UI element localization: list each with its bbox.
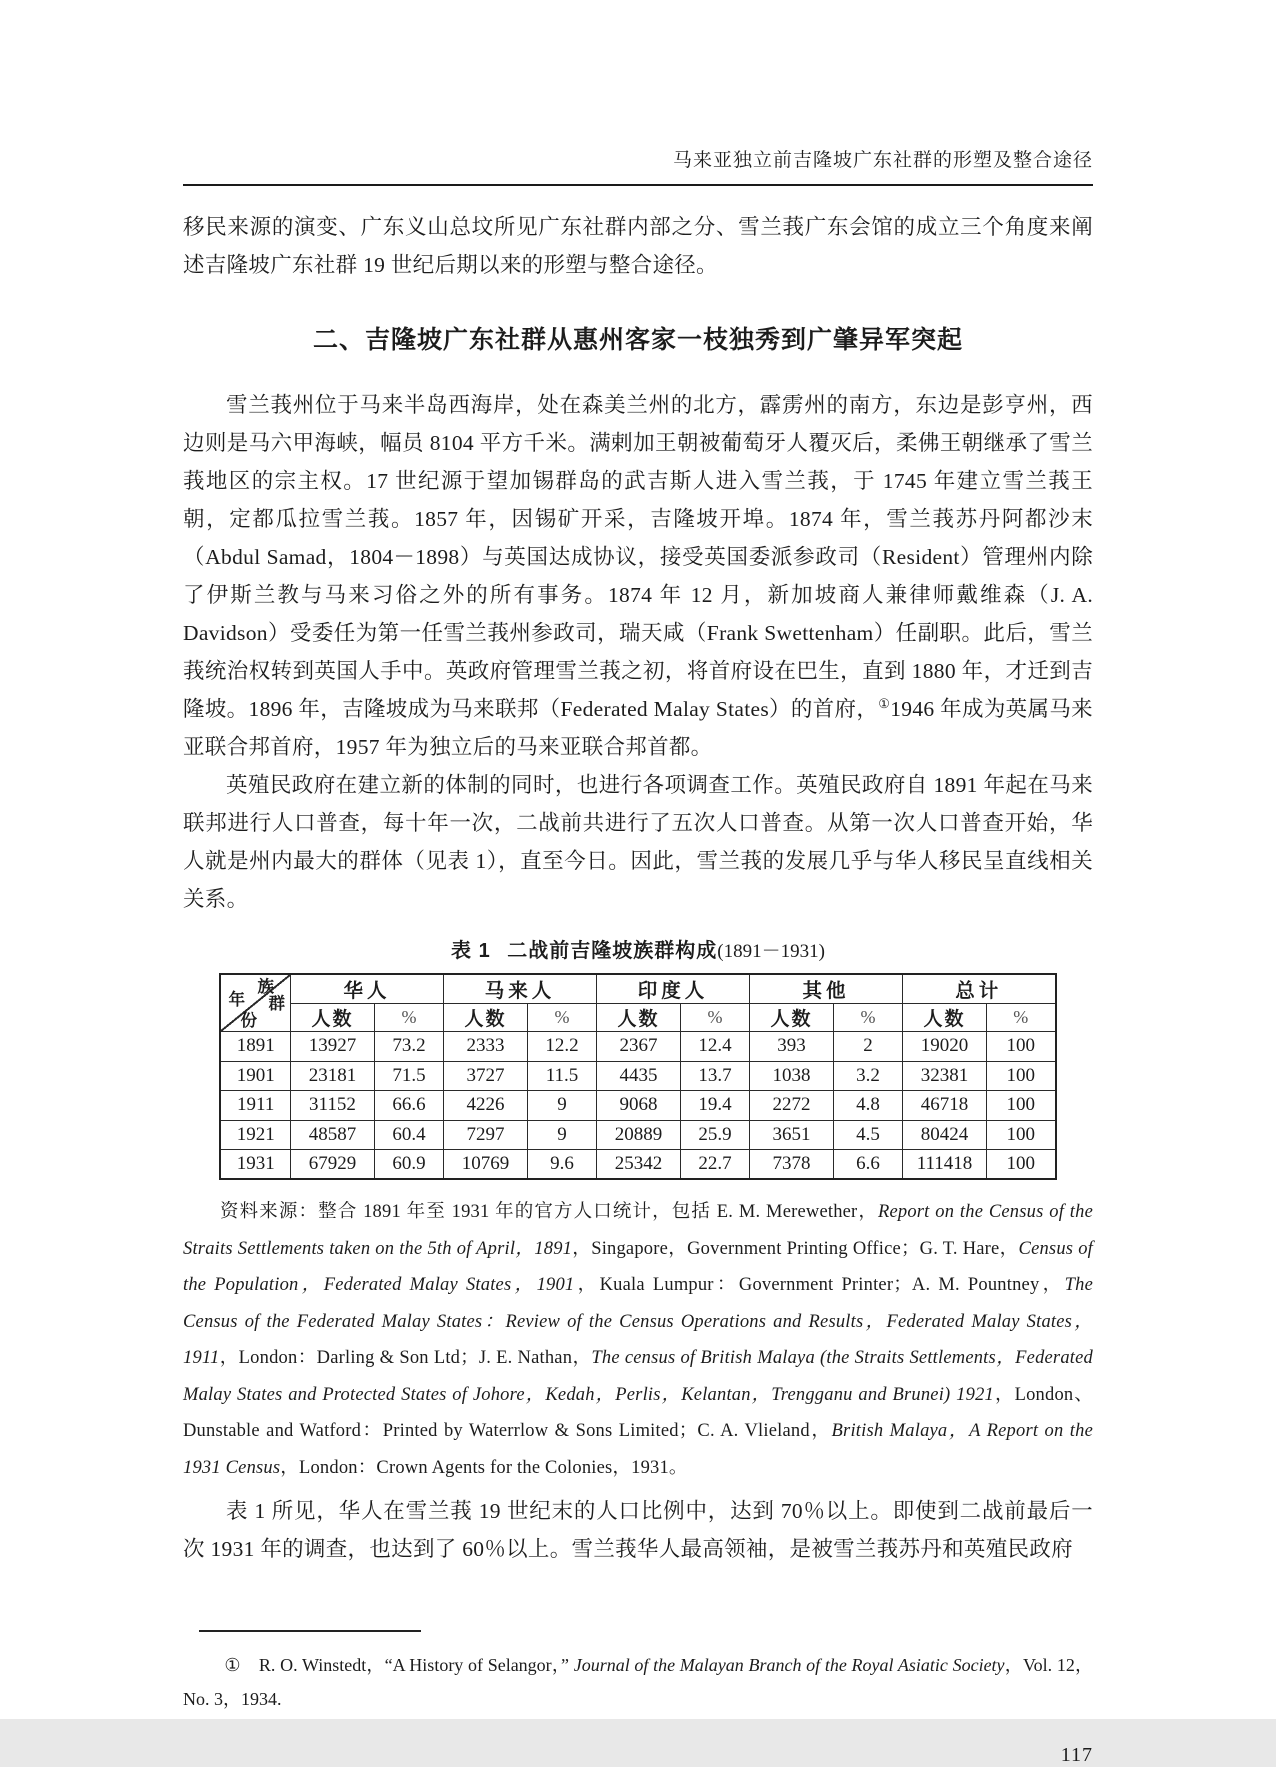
table-row — [220, 1150, 1055, 1180]
value-cell: 48587 — [290, 1120, 374, 1150]
subheader-count: 人数 — [290, 1004, 374, 1032]
corner-label-char: 群 — [268, 995, 285, 1013]
value-cell: 4435 — [596, 1061, 680, 1091]
subheader-count: 人数 — [443, 1004, 527, 1032]
body-text: ，Kuala Lumpur：Government Printer；A. M. Pountney， — [574, 1275, 1065, 1295]
italic-title-text: British Malaya，A Report on the 1931 Census — [183, 1421, 1093, 1478]
value-cell: 46718 — [903, 1091, 987, 1121]
table-caption-label: 表 1 — [451, 940, 491, 962]
value-cell: 6.6 — [834, 1150, 903, 1180]
value-cell: 20889 — [596, 1120, 680, 1150]
value-cell: 4.8 — [834, 1091, 903, 1121]
italic-title-text: Report on the Census of the Straits Settlements taken on the 5th of April，1891 — [183, 1202, 1093, 1259]
value-cell: 100 — [987, 1032, 1056, 1062]
value-cell: 60.4 — [374, 1120, 443, 1150]
italic-title-text: The census of British Malaya (the Straits Settlements，Federated Malay States and Protected States of Johore，Kedah，Perlis，Kelantan，Trengganu and Brunei) 1921 — [183, 1348, 1093, 1405]
corner-label-char: 族 — [257, 978, 274, 996]
table-caption-title: 二战前吉隆坡族群构成 — [507, 940, 718, 962]
corner-label-char: 年 — [228, 991, 245, 1009]
footnote-ref-mark: ① — [878, 695, 891, 711]
value-cell: 13927 — [290, 1032, 374, 1062]
value-cell: 67929 — [290, 1150, 374, 1180]
subheader-percent: % — [527, 1004, 596, 1032]
subheader-percent: % — [374, 1004, 443, 1032]
value-cell: 71.5 — [374, 1061, 443, 1091]
body-text: 雪兰莪州位于马来半岛西海岸，处在森美兰州的北方，霹雳州的南方，东边是彭亨州，西边则是马六甲海峡，幅员 8104 平方千米。满剌加王朝被葡萄牙人覆灭后，柔佛王朝继承了雪兰莪地区的宗主权。17 世纪源于望加锡群岛的武吉斯人进入雪兰莪，于 1745 年建立雪兰莪王朝，定都瓜拉雪兰莪。1857 年，因锡矿开采，吉隆坡开埠。1874 年，雪兰莪苏丹阿都沙末（Abdul Samad，1804－1898）与英国达成协议，接受英国委派参政司（Resident）管理州内除了伊斯兰教与马来习俗之外的所有事务。1874 年 12 月，新加坡商人兼律师戴维森（J. A. Davidson）受委任为第一任雪兰莪州参政司，瑞天咸（Frank Swettenham）任副职。此后，雪兰莪统治权转到英国人手中。英政府管理雪兰莪之初，将首府设在巴生，直到 1880 年，才迁到吉隆坡。1896 年，吉隆坡成为马来联邦（Federated Malay States）的首府， — [183, 393, 1093, 721]
value-cell: 100 — [987, 1091, 1056, 1121]
value-cell: 100 — [987, 1061, 1056, 1091]
table-caption — [183, 934, 1093, 963]
body-text: ① R. O. Winstedt，“A History of Selangor，” — [224, 1655, 574, 1675]
value-cell: 100 — [987, 1150, 1056, 1180]
value-cell: 25.9 — [680, 1120, 749, 1150]
body-text: ，London：Darling & Son Ltd；J. E. Nathan， — [219, 1348, 592, 1368]
value-cell: 60.9 — [374, 1150, 443, 1180]
italic-title-text: The Census of the Federated Malay States：Review of the Census Operations and Results，Federated Malay States，1911 — [183, 1275, 1093, 1368]
value-cell: 3651 — [750, 1120, 834, 1150]
value-cell: 32381 — [903, 1061, 987, 1091]
value-cell: 9 — [527, 1120, 596, 1150]
body-text: ，London、Dunstable and Watford：Printed by Waterrlow & Sons Limited；C. A. Vlieland， — [183, 1384, 1094, 1441]
section-heading: 二、吉隆坡广东社群从惠州客家一枝独秀到广肇异军突起 — [312, 326, 963, 354]
footnote — [183, 1648, 1093, 1716]
census-table-body — [220, 1032, 1055, 1180]
value-cell: 19020 — [903, 1032, 987, 1062]
value-cell: 23181 — [290, 1061, 374, 1091]
value-cell: 111418 — [903, 1150, 987, 1180]
value-cell: 7378 — [750, 1150, 834, 1180]
table-row — [220, 1091, 1055, 1121]
year-cell: 1901 — [220, 1061, 290, 1091]
value-cell: 31152 — [290, 1091, 374, 1121]
value-cell: 13.7 — [680, 1061, 749, 1091]
value-cell: 11.5 — [527, 1061, 596, 1091]
subheader-count: 人数 — [596, 1004, 680, 1032]
italic-title-text: Journal of the Malayan Branch of the Royal Asiatic Society — [573, 1655, 1005, 1675]
body-text: ，Singapore，Government Printing Office；G. T. Hare， — [572, 1238, 1019, 1259]
subheader-percent: % — [680, 1004, 749, 1032]
value-cell: 2333 — [443, 1032, 527, 1062]
body-text: 1946 年成为英属马来亚联合邦首府，1957 年为独立后的马来亚联合邦首都。 — [183, 697, 1093, 759]
body-text: ，Vol. 12，No. 3，1934. — [183, 1655, 1094, 1709]
year-cell: 1931 — [220, 1150, 290, 1180]
value-cell: 80424 — [903, 1120, 987, 1150]
subheader-percent: % — [987, 1004, 1056, 1032]
value-cell: 4226 — [443, 1091, 527, 1121]
corner-label-char: 份 — [240, 1012, 257, 1030]
value-cell: 2272 — [750, 1091, 834, 1121]
group-header-others: 其他 — [750, 974, 903, 1004]
group-header-malays: 马来人 — [443, 974, 596, 1004]
header-rule — [183, 184, 1093, 186]
table-row — [220, 1032, 1055, 1062]
value-cell: 3727 — [443, 1061, 527, 1091]
table-row — [220, 1061, 1055, 1091]
value-cell: 22.7 — [680, 1150, 749, 1180]
table-source-note — [183, 1194, 1093, 1486]
value-cell: 10769 — [443, 1150, 527, 1180]
subheader-count: 人数 — [750, 1004, 834, 1032]
italic-title-text: Census of the Population，Federated Malay States，1901 — [183, 1238, 1093, 1295]
value-cell: 1038 — [750, 1061, 834, 1091]
subheader-percent: % — [834, 1004, 903, 1032]
year-cell: 1921 — [220, 1120, 290, 1150]
year-cell: 1891 — [220, 1032, 290, 1062]
body-text: ，London：Crown Agents for the Colonies，1931。 — [280, 1457, 688, 1478]
table-row — [220, 1120, 1055, 1150]
value-cell: 100 — [987, 1120, 1056, 1150]
group-header-total: 总计 — [903, 974, 1056, 1004]
running-head: 马来亚独立前吉隆坡广东社群的形塑及整合途径 — [672, 150, 1093, 171]
paragraph-2: 英殖民政府在建立新的体制的同时，也进行各项调查工作。英殖民政府自 1891 年起在马来联邦进行人口普查，每十年一次，二战前共进行了五次人口普查。从第一次人口普查开始，华人就是州内最大的群体（见表 1），直至今日。因此，雪兰莪的发展几乎与华人移民呈直线相关关系。 — [183, 773, 1093, 911]
value-cell: 2367 — [596, 1032, 680, 1062]
value-cell: 12.4 — [680, 1032, 749, 1062]
paragraph-3: 表 1 所见，华人在雪兰莪 19 世纪末的人口比例中，达到 70％以上。即使到二战前最后一次 1931 年的调查，也达到了 60％以上。雪兰莪华人最高领袖，是被雪兰莪苏丹和英殖民政府 — [183, 1499, 1093, 1561]
body-text: 资料来源：整合 1891 年至 1931 年的官方人口统计，包括 E. M. Merewether， — [220, 1202, 878, 1222]
paragraph-1 — [183, 386, 1093, 766]
value-cell: 9068 — [596, 1091, 680, 1121]
footnote-divider — [199, 1630, 421, 1632]
value-cell: 25342 — [596, 1150, 680, 1180]
value-cell: 393 — [750, 1032, 834, 1062]
value-cell: 9 — [527, 1091, 596, 1121]
page-number: 117 — [1060, 1744, 1093, 1766]
group-header-indians: 印度人 — [596, 974, 749, 1004]
table-corner-cell — [220, 974, 290, 1032]
value-cell: 4.5 — [834, 1120, 903, 1150]
value-cell: 66.6 — [374, 1091, 443, 1121]
table-caption-years: (1891－1931) — [717, 941, 825, 962]
value-cell: 3.2 — [834, 1061, 903, 1091]
value-cell: 19.4 — [680, 1091, 749, 1121]
value-cell: 73.2 — [374, 1032, 443, 1062]
intro-paragraph: 移民来源的演变、广东义山总坟所见广东社群内部之分、雪兰莪广东会馆的成立三个角度来阐述吉隆坡广东社群 19 世纪后期以来的形塑与整合途径。 — [183, 215, 1093, 277]
subheader-count: 人数 — [903, 1004, 987, 1032]
value-cell: 2 — [834, 1032, 903, 1062]
value-cell: 9.6 — [527, 1150, 596, 1180]
group-header-chinese: 华人 — [290, 974, 443, 1004]
year-cell: 1911 — [220, 1091, 290, 1121]
value-cell: 7297 — [443, 1120, 527, 1150]
census-table — [219, 973, 1056, 1180]
value-cell: 12.2 — [527, 1032, 596, 1062]
